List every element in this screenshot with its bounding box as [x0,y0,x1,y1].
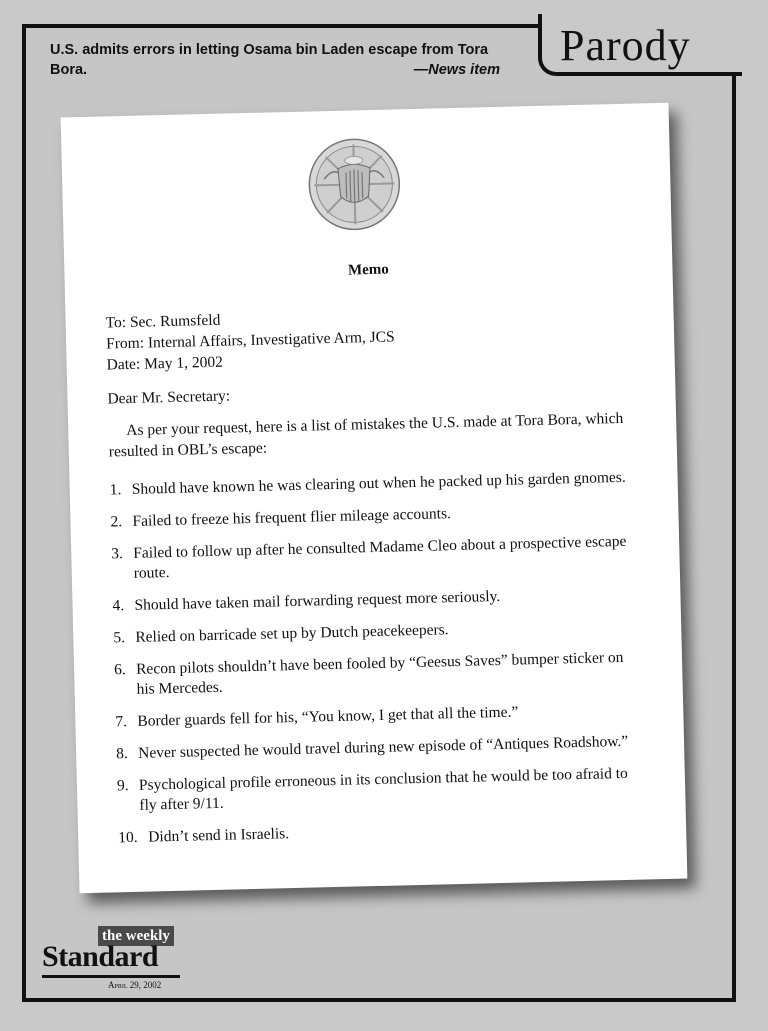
list-item: 4. Should have taken mail forwarding request more seriously. [112,587,501,615]
parody-label: Parody [560,21,691,70]
list-item: 5. Relied on barricade set up by Dutch peacekeepers. [113,621,449,647]
memo-intro: As per your request, here is a list of mistakes the U.S. made at Tora Bora, which resulted in OBL’s escape: [108,409,624,461]
list-item: 9. Psychological profile erroneous in its conclusion that he would be too afraid to fly after 9/11. [116,764,629,814]
logo-weekly: the weekly [98,926,174,946]
joint-chiefs-seal-icon [307,137,401,231]
memo-paper [61,103,688,894]
memo-address-block [105,305,395,375]
issue-date: April 29, 2002 [108,980,162,990]
list-item: 6. Recon pilots shouldn’t have been fooled by “Geesus Saves” bumper sticker on his Mercedes. [113,648,624,698]
memo-to: To: Sec. Rumsfeld [105,311,221,332]
memo-title: Memo [347,261,390,279]
list-item: 2. Failed to freeze his frequent flier mileage accounts. [110,505,452,531]
news-headline [50,40,500,80]
logo-rule [42,975,180,978]
list-item: 7. Border guards fell for his, “You know, I get that all the time.” [115,703,519,731]
mistakes-list [109,468,648,861]
headline-source: —News item [413,62,500,78]
list-item: 10. Didn’t send in Israelis. [118,825,290,847]
memo-from: From: Internal Affairs, Investigative Arm, JCS [105,328,395,353]
list-item: 1. Should have known he was clearing out when he packed up his garden gnomes. [109,468,626,499]
headline-text: U.S. admits errors in letting Osama bin Laden escape from Tora Bora. [50,42,489,78]
logo-standard: Standard [42,940,159,973]
memo-date: Date: May 1, 2002 [106,353,224,374]
weekly-standard-logo [42,926,182,994]
memo-greeting: Dear Mr. Secretary: [107,387,231,408]
list-item: 8. Never suspected he would travel during new episode of “Antiques Roadshow.” [115,732,629,763]
list-item: 3. Failed to follow up after he consulted Madame Cleo about a prospective escape route. [111,532,627,582]
